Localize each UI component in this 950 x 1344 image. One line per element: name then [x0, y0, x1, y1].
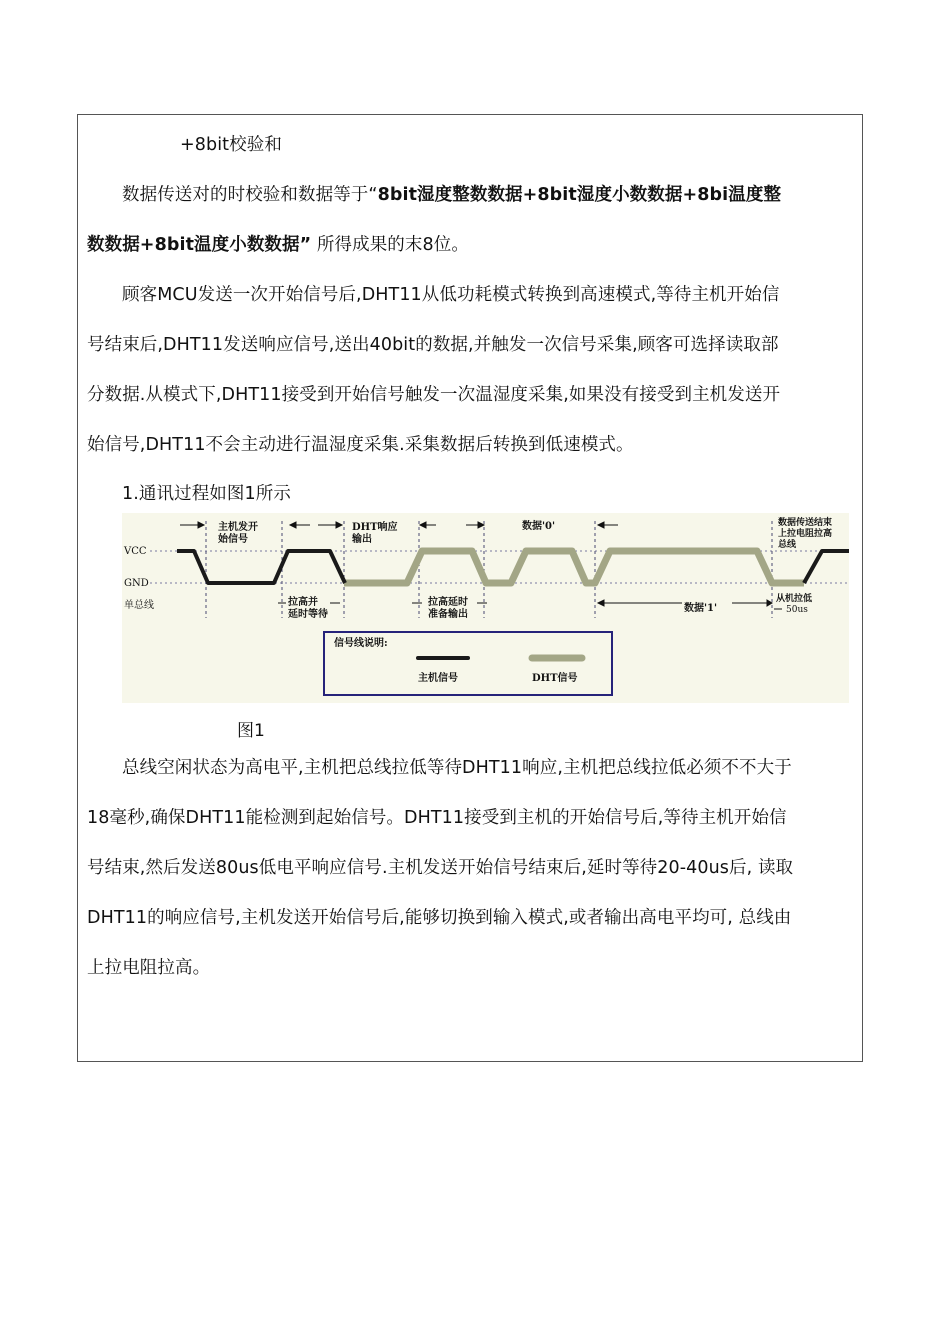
pull-up-label: 拉高并: [288, 597, 318, 608]
text-line: 分数据.从模式下,DHT11接受到开始信号触发一次温湿度采集,如果没有接受到主机发送开: [87, 385, 781, 405]
timing-diagram: [122, 513, 849, 703]
text-line: 号结束,然后发送80us低电平响应信号.主机发送开始信号结束后,延时等待20-40us后, 读取: [87, 858, 794, 878]
text-line: 数据传送对的时校验和数据等于“8bit湿度整数数据+8bit湿度小数数据+8bi温度整: [122, 185, 782, 205]
text-line: 顾客MCU发送一次开始信号后,DHT11从低功耗模式转换到高速模式,等待主机开始信: [122, 285, 780, 305]
bus-label: 单总线: [124, 600, 154, 611]
end-label: 数据传送结束: [778, 518, 833, 528]
legend-title: 信号线说明:: [334, 638, 388, 649]
dht-response-label: 输出: [352, 534, 372, 545]
figure-caption: 图1: [237, 721, 265, 741]
text-line: 上拉电阻拉高。: [87, 958, 211, 978]
data1-label: 数据'1': [684, 603, 718, 614]
slave-low-label: 从机拉低: [776, 594, 813, 604]
text-line: 18毫秒,确保DHT11能检测到起始信号。DHT11接受到主机的开始信号后,等待主机开始信: [87, 808, 787, 828]
end-label: 总线: [778, 540, 797, 550]
text-line: 总线空闲状态为高电平,主机把总线拉低等待DHT11响应,主机把总线拉低必须不不大于: [122, 758, 792, 778]
slave-low-label: 50us: [786, 605, 808, 615]
dht-response-label: DHT响应: [352, 522, 398, 533]
pull-prep-label: 准备输出: [428, 609, 468, 620]
text-line: 号结束后,DHT11发送响应信号,送出40bit的数据,并触发一次信号采集,顾客可选择读取部: [87, 335, 779, 355]
text-line: DHT11的响应信号,主机发送开始信号后,能够切换到输入模式,或者输出高电平均可, 总线由: [87, 908, 792, 928]
host-start-label: 始信号: [218, 534, 248, 545]
section-heading: 1.通讯过程如图1所示: [122, 484, 291, 504]
pull-prep-label: 拉高延时: [428, 597, 468, 608]
text-line: 数数据+8bit温度小数数据” 所得成果的末8位。: [87, 235, 469, 255]
vcc-label: VCC: [124, 546, 147, 557]
pull-up-label: 延时等待: [288, 609, 328, 620]
host-start-label: 主机发开: [218, 522, 258, 533]
legend-dht-label: DHT信号: [532, 673, 578, 684]
data0-label: 数据'0': [522, 521, 556, 532]
text-line: 始信号,DHT11不会主动进行温湿度采集.采集数据后转换到低速模式。: [87, 435, 634, 455]
text-line: +8bit校验和: [180, 135, 282, 155]
legend-host-label: 主机信号: [418, 673, 458, 684]
gnd-label: GND: [124, 578, 149, 589]
end-label: 上拉电阻拉高: [778, 529, 833, 539]
